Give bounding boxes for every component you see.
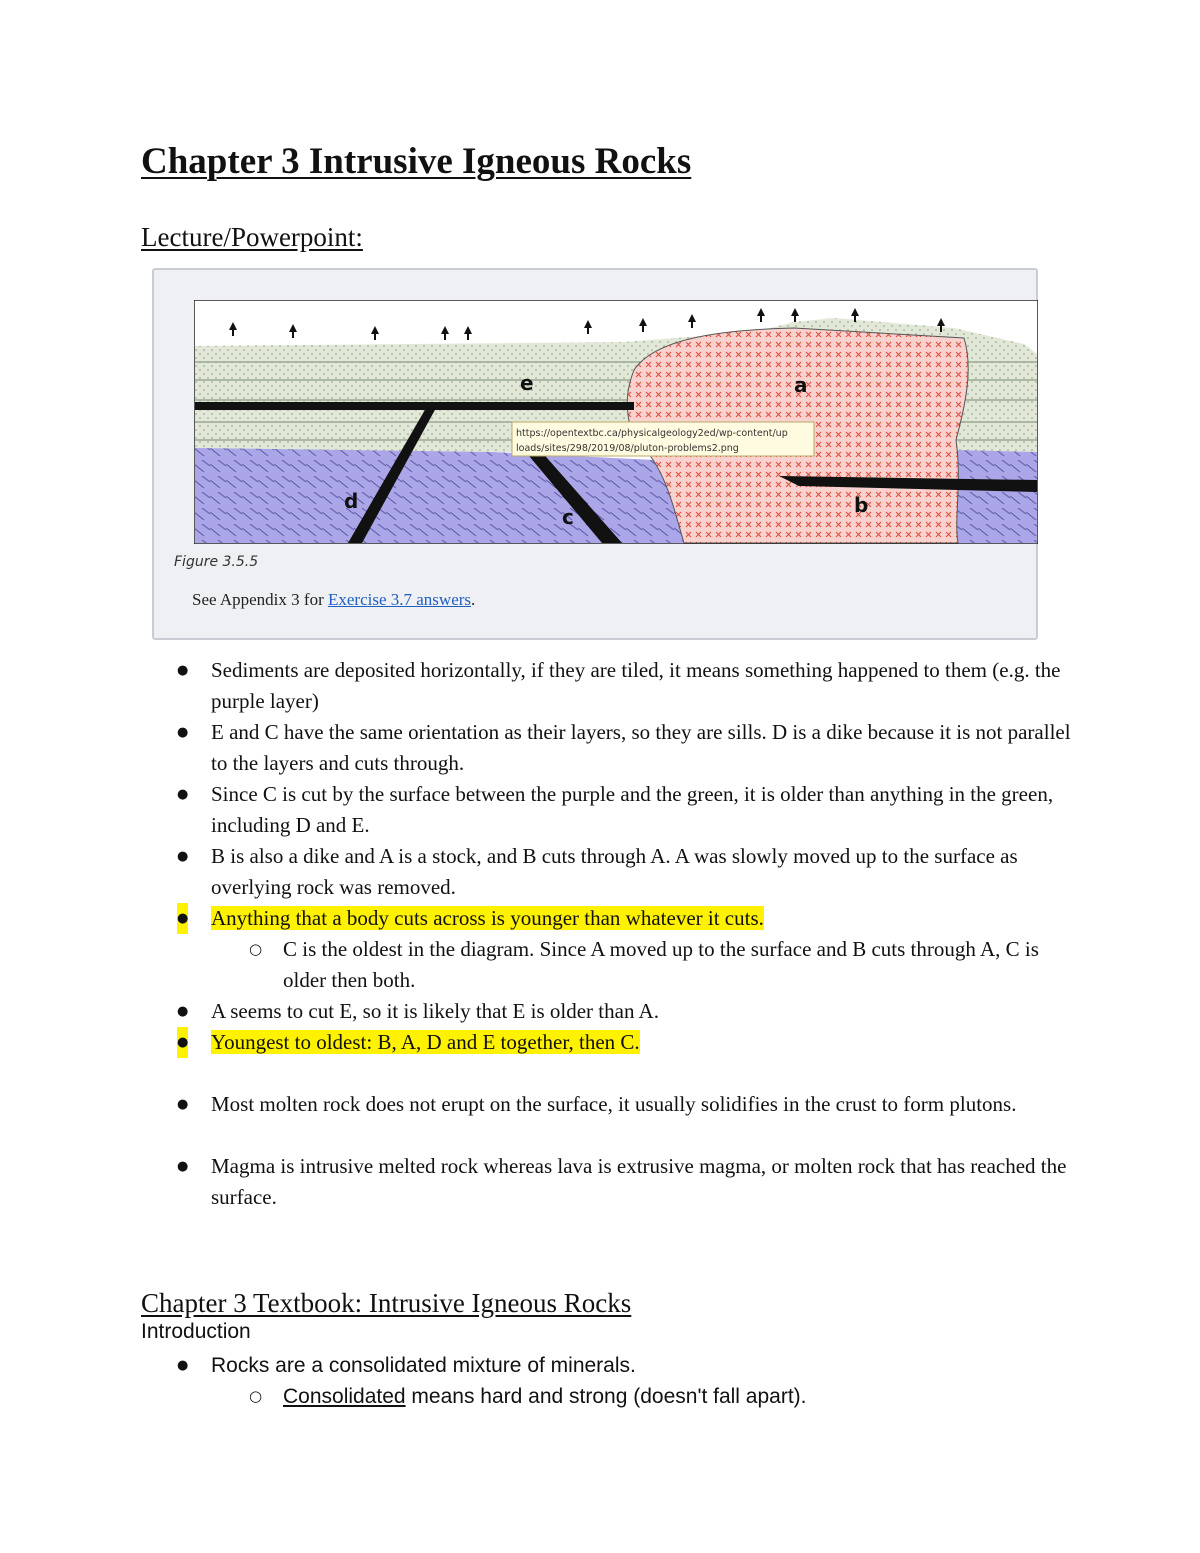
label-a: a (794, 373, 808, 397)
spacer (0, 1120, 1200, 1151)
url-tooltip (512, 422, 814, 456)
highlighted-list-item (0, 1027, 1071, 1058)
textbook-heading: Chapter 3 Textbook: Intrusive Igneous Rocks (141, 1288, 632, 1318)
figure-note-suffix: . (471, 590, 476, 609)
list-item (0, 996, 1071, 1027)
lecture-notes-list (0, 655, 1200, 1213)
list-item (0, 1350, 1071, 1381)
sub-list-item (0, 1381, 1073, 1412)
spacer (0, 1058, 1200, 1089)
list-item-text: Rocks are a consolidated mixture of minerals. (211, 1354, 636, 1377)
exercise-answers-link[interactable]: Exercise 3.7 answers (327, 590, 472, 609)
list-item (0, 1089, 1071, 1120)
figure-note (192, 590, 475, 610)
list-item-text: Since C is cut by the surface between the purple and the green, it is older than anything in the green, including D and E. (211, 782, 1054, 837)
label-d: d (344, 489, 359, 513)
textbook-notes-list (0, 1350, 1200, 1412)
list-item (0, 779, 1071, 841)
list-item-text: B is also a dike and A is a stock, and B cuts through A. A was slowly moved up to the surface as overlying rock was removed. (211, 844, 1018, 899)
label-e: e (520, 371, 534, 395)
term-consolidated: Consolidated (283, 1385, 406, 1408)
geology-cross-section-diagram (194, 300, 1038, 544)
page-title: Chapter 3 Intrusive Igneous Rocks (141, 141, 692, 182)
url-tooltip-line1: https://opentextbc.ca/physicalgeology2ed/wp-content/up (516, 428, 788, 439)
list-item-text: C is the oldest in the diagram. Since A moved up to the surface and B cuts through A, C is older then both. (283, 937, 1039, 992)
lecture-heading: Lecture/Powerpoint: (141, 222, 363, 252)
url-tooltip-line2: loads/sites/298/2019/08/pluton-problems2.png (516, 443, 739, 454)
list-item-text: A seems to cut E, so it is likely that E is older than A. (211, 999, 659, 1023)
introduction-heading: Introduction (141, 1320, 251, 1343)
figure-caption: Figure 3.5.5 (174, 554, 259, 570)
sub-list-item (0, 934, 1073, 996)
figure-container (152, 268, 1038, 640)
label-b: b (854, 493, 869, 517)
list-item-text: Sediments are deposited horizontally, if they are tiled, it means something happened to them (e.g. the purple layer) (211, 658, 1061, 713)
list-item-text: Youngest to oldest: B, A, D and E together, then C. (211, 1030, 640, 1054)
list-item-text: means hard and strong (doesn't fall apart). (405, 1385, 807, 1408)
list-item (0, 841, 1071, 903)
list-item-text: E and C have the same orientation as their layers, so they are sills. D is a dike because it is not parallel to the layers and cuts through. (211, 720, 1071, 775)
figure-note-prefix: See Appendix 3 for (192, 590, 328, 609)
list-item-text: Most molten rock does not erupt on the surface, it usually solidifies in the crust to form plutons. (211, 1092, 1017, 1116)
list-item (0, 717, 1071, 779)
label-c: c (562, 505, 574, 529)
list-item (0, 655, 1071, 717)
highlighted-list-item (0, 903, 1071, 934)
list-item-text: Magma is intrusive melted rock whereas lava is extrusive magma, or molten rock that has reached the surface. (211, 1154, 1067, 1209)
list-item (0, 1151, 1071, 1213)
list-item-text: Anything that a body cuts across is younger than whatever it cuts. (211, 906, 764, 930)
